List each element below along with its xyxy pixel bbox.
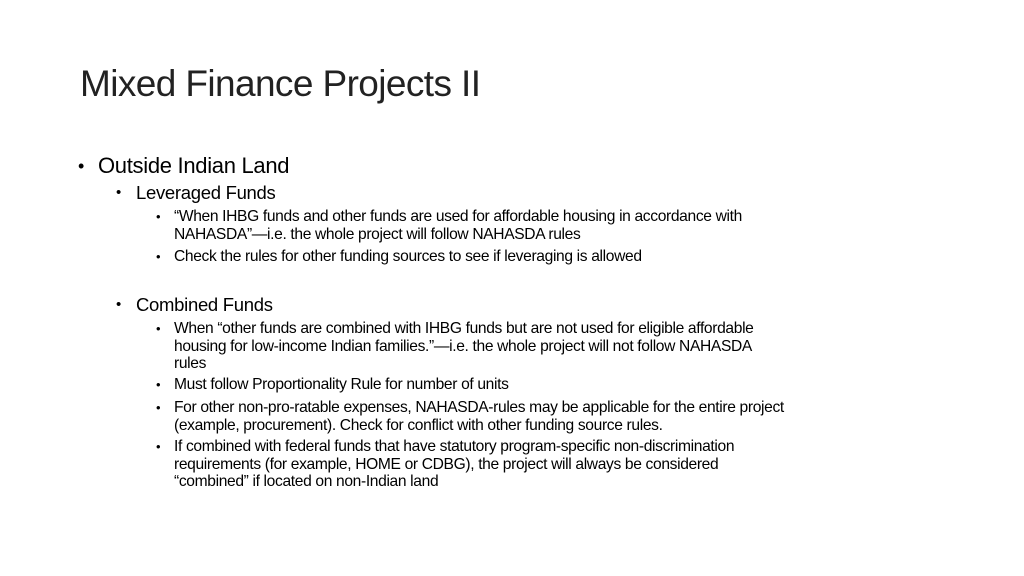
bullet-icon: •: [116, 296, 121, 313]
list-item: • If combined with federal funds that have statutory program-specific non-discrimination requirements (for example, HOME or CDBG), the project will always be considered “combined” if located on non-Indian land: [156, 438, 735, 490]
bullet-outside-indian-land: • Outside Indian Land: [78, 153, 290, 178]
list-item: • Must follow Proportionality Rule for number of units: [156, 376, 509, 393]
bullet-icon: •: [156, 377, 161, 392]
bullet-leveraged-funds: • Leveraged Funds: [116, 182, 276, 203]
list-item: • Check the rules for other funding sources to see if leveraging is allowed: [156, 248, 642, 265]
list-item: • For other non-pro-ratable expenses, NAHASDA-rules may be applicable for the entire project (example, procurement). Check for conflict with other funding source rules.: [156, 399, 784, 434]
bullet-combined-funds: • Combined Funds: [116, 294, 273, 315]
bullet-icon: •: [78, 156, 85, 176]
bullet-icon: •: [116, 184, 121, 201]
bullet-icon: •: [156, 249, 161, 264]
bullet-icon: •: [156, 439, 161, 454]
bullet-icon: •: [156, 209, 161, 224]
bullet-icon: •: [156, 400, 161, 415]
slide-title: Mixed Finance Projects II: [80, 63, 481, 104]
list-item: • “When IHBG funds and other funds are used for affordable housing in accordance with NAHASDA”—i.e. the whole project will follow NAHASDA rules: [156, 208, 742, 243]
list-item: • When “other funds are combined with IHBG funds but are not used for eligible affordable housing for low-income Indian families.”—i.e. the whole project will not follow NAHASDA rules: [156, 320, 754, 372]
bullet-icon: •: [156, 321, 161, 336]
